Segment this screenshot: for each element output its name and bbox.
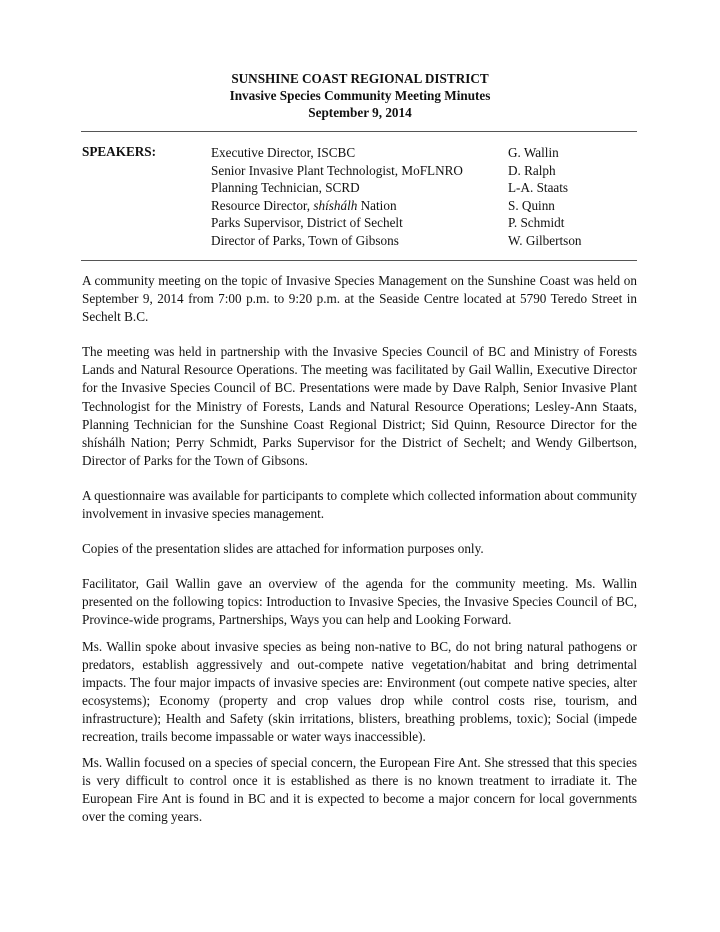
speaker-row (211, 162, 641, 180)
document-title: Invasive Species Community Meeting Minutes (229, 88, 491, 103)
speaker-name: D. Ralph (508, 162, 556, 178)
bottom-divider (81, 260, 637, 261)
paragraph-slides: Copies of the presentation slides are attached for information purposes only. (82, 541, 484, 557)
speakers-list (211, 144, 641, 250)
speaker-role: Parks Supervisor, District of Sechelt (211, 215, 403, 231)
speaker-role-prefix: Resource Director, (211, 197, 314, 213)
speaker-row (211, 197, 641, 215)
speaker-name: L-A. Staats (508, 180, 569, 196)
speaker-row (211, 144, 641, 162)
speaker-name: G. Wallin (508, 145, 559, 160)
paragraph-partnership: The meeting was held in partnership with the Invasive Species Council of BC and Ministry of Forests Lands and Natural Resource Operations. The meeting was facilitated by Gail Wallin, Executive Director for the Invasive Species Council of BC. Presentations were made by Dave Ralph, Senior Invasive Plant Technologist for the Ministry of Forests, Lands and Natural Resource Operations; Lesley-Ann Staats, Planning Technician for the Sunshine Coast Regional District; Sid Quinn, Resource Director for the shíshálh Nation; Perry Schmidt, Parks Supervisor for the District of Sechelt; and Wendy Gilbertson, Director of Parks for the Town of Gibsons. (82, 344, 637, 468)
meeting-date: September 9, 2014 (308, 105, 412, 120)
speakers-label: SPEAKERS: (82, 144, 157, 159)
paragraph-agenda: Facilitator, Gail Wallin gave an overview of the agenda for the community meeting. Ms. Wallin presented on the following topics: Introduction to Invasive Species, the Invasive Species Council of BC, Province-wide programs, Partnerships, Ways you can help and Looking Forward. (82, 576, 637, 628)
paragraph-impacts: Ms. Wallin spoke about invasive species as being non-native to BC, do not bring natural pathogens or predators, establish aggressively and out-compete native vegetation/habitat and bring detrimental impacts. The four major impacts of invasive species are: Environment (out compete native species, alter ecosystems); Economy (property and crop values drop while control costs rise, tourism, and infrastructure); Health and Safety (skin irritations, blisters, breathing problems, toxic); Social (impede recreation, trails become impassable or water ways inaccessible). (82, 638, 637, 744)
speaker-role-italic: shíshálh (313, 197, 358, 213)
organization-title: SUNSHINE COAST REGIONAL DISTRICT (231, 71, 489, 86)
speaker-row (211, 179, 641, 197)
speaker-name: S. Quinn (508, 197, 555, 213)
speaker-row (211, 214, 641, 232)
speaker-name: W. Gilbertson (508, 232, 582, 248)
document-header (0, 70, 720, 121)
top-divider (81, 131, 637, 132)
speaker-role: Senior Invasive Plant Technologist, MoFLNRO (211, 162, 463, 178)
speaker-role: Director of Parks, Town of Gibsons (211, 232, 399, 248)
speaker-role-suffix: Nation (357, 197, 397, 213)
paragraph-meeting-info: A community meeting on the topic of Invasive Species Management on the Sunshine Coast was held on September 9, 2014 from 7:00 p.m. to 9:20 p.m. at the Seaside Centre located at 5790 Teredo Street in Sechelt B.C. (82, 273, 637, 325)
speaker-role (211, 197, 508, 215)
speaker-role: Executive Director, ISCBC (211, 145, 356, 160)
speaker-role: Planning Technician, SCRD (211, 180, 360, 196)
paragraph-questionnaire: A questionnaire was available for participants to complete which collected information about community involvement in invasive species management. (82, 487, 637, 522)
paragraph-fire-ant: Ms. Wallin focused on a species of special concern, the European Fire Ant. She stressed that this species is very difficult to control once it is established as there is no known treatment to irradiate it. The European Fire Ant is found in BC and it is expected to become a major concern for local governments over the coming years. (82, 755, 637, 825)
speaker-name: P. Schmidt (508, 215, 565, 231)
minutes-body (82, 272, 637, 834)
speaker-row (211, 232, 641, 250)
